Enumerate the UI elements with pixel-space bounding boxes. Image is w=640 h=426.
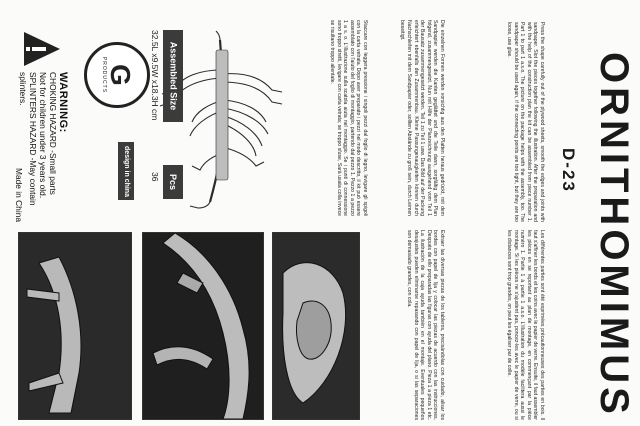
product-title-wrap xyxy=(591,52,636,418)
italian-instructions: Staccare con leggera pressione i singoli pezzi dal foglio di legno, levigare gli spigoli con la carta vetrata. Dopo aver preparato i pezzi nel modo descritto, il kit può essere assemblato con l'aiuto del foglio di montaggio, partendo dal pezzo 1. Pezzo 1 a pezzo 1 a s. o. L'illustrazione sulla scatola aiuta nel montaggio. Se i punti di connessione sono troppo stretti, levigare con carta vetrata; se troppo sfuse, Sarà usata colla invece se risultano troppo allentate. xyxy=(329,20,368,216)
spanish-instructions: Extraer las diversas piezas de los tableros, precisándolas con cuidado, alisar los bordes con papel de lija y colocar las piezas de acuerdo con las instrucciones. Después de ello preparadas las figuras con ayuda del plano. Pieza 1 a pieza 1 etc. La ilustración de la caja ayuda también en el montaje. Eventuales pequeños desajustes pueden eliminarse repasando con papel de lija, o si las separaciones son demasiado grandes, con cola. xyxy=(406,230,445,420)
warning-triangle-icon xyxy=(22,30,62,68)
warning-line-2: Not for children under 3 years old. xyxy=(38,72,48,199)
french-instructions: Les différentes parties sont été exprimées précautionneuses des parties en bois. Il faut s'affiner les bords et les coins avec le papier de verre. Ensuite, il faut assembler les pièces en se reportant au plan de montage, en commençant par la pièce numéro 1. Partie 1 à partie 1 a.s.o. L'illustration du modèle facilitera aussi le montage. Si les pièces ne s'ajustent pas, poncez-les avec le papier de verre, ou si les distances sont trop grandes, on peut les égaliser par de colle. xyxy=(506,230,545,420)
english-instructions: Press the shape carefully out of the plywood sheets, smooth the edges and joints with sandpaper. Slot the pieces together following the illustration. After the preparation and with the help of the construction plan the kit can be assembled from piece number 1. Part 1 to part 1 a.s.o. The picture on the package helps with the assembly, too. The sandpaper should be used again, if the connecting points are too tight, but they are too loose, use glue. xyxy=(506,22,545,222)
assembly-photo-2 xyxy=(142,232,264,420)
design-in-china-label: design in china xyxy=(118,142,134,200)
warning-heading: WARNING: xyxy=(57,72,69,133)
pieces-value: 36 xyxy=(150,172,160,182)
brand-logo-letter: G xyxy=(105,64,136,86)
made-in-origin: Made in China xyxy=(14,168,24,223)
warning-line-4: splinters. xyxy=(18,72,28,106)
warning-text xyxy=(18,72,68,212)
assembly-photo-1 xyxy=(18,232,132,420)
warning-line-3: SPLINTERS HAZARD -May contain xyxy=(28,72,38,206)
product-title: ORNITHOMIMUS xyxy=(592,52,636,418)
assembled-size-label: Assembled Size xyxy=(163,30,183,122)
german-instructions: Die einzelnen Formen werden vorsichtig aus den Platten heraus gedrückt, mit dem Sandpapier werden die Kanten geglättet und die Teile dann, sorgfältig dem Plan folgend, zusammengesetzt. Nun mit Hilfe der Planzeichnung ausgehend vom Teil 1 der Bausatz zusammengesetzt werden. Teil 1 zu Teil 1 usw. Das Bild auf der Packung erleichtert ebenfalls den Zusammenbau. Kleine Passungenauigkeiten können durch Nachschleifen mit dem Sandpapier oder, sollten Abstände zu groß sein, durch Leimen beseitigt. xyxy=(399,20,445,216)
product-code-wrap xyxy=(558,148,578,193)
pieces-label: Pcs xyxy=(163,165,183,199)
product-code: D-23 xyxy=(559,148,578,193)
warning-line-1: CHOKING HAZARD -Small parts xyxy=(48,72,58,195)
brand-logo xyxy=(84,42,150,108)
assembly-photo-3 xyxy=(272,232,360,420)
assembled-size-value: 32.5L x9.5W x18.3H cm xyxy=(150,30,160,121)
brand-logo-word: PRODUCTS xyxy=(101,56,107,94)
